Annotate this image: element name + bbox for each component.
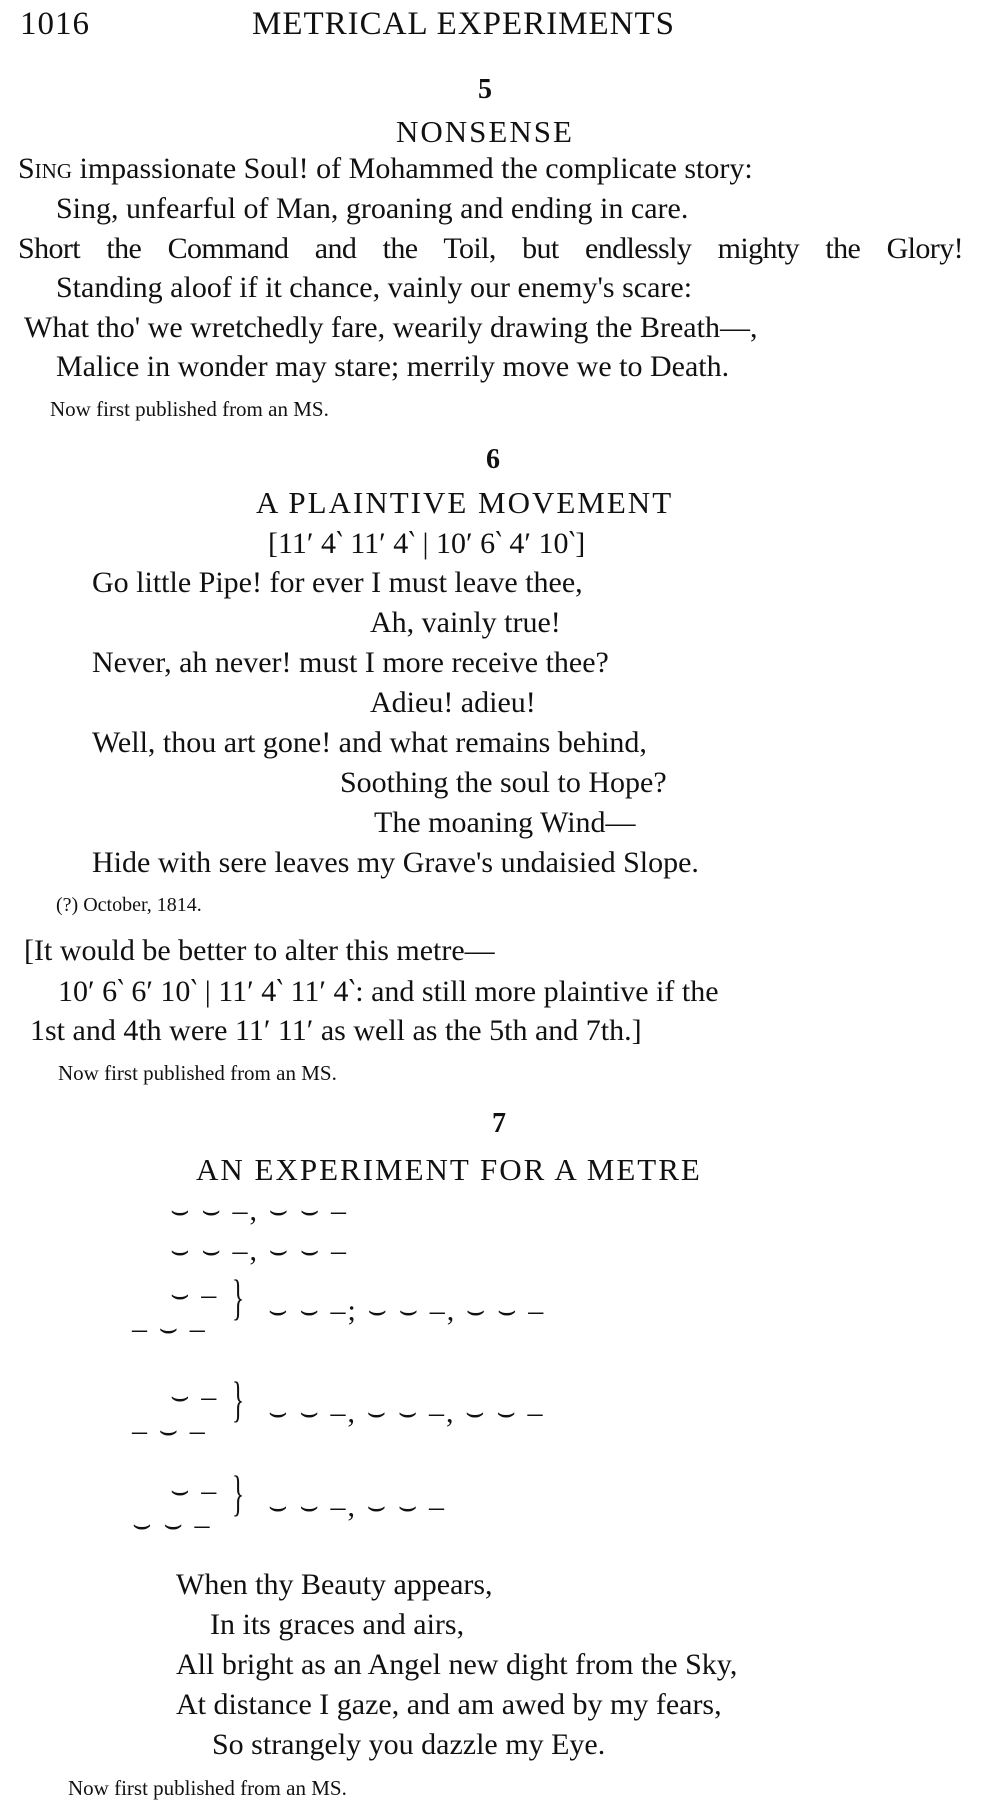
poem7-line-5: So strangely you dazzle my Eye.: [212, 1728, 606, 1761]
poem5-first-word: Sing: [18, 152, 73, 185]
poem6-line-2: Ah, vainly true!: [370, 606, 561, 639]
poem5-line-4: Standing aloof if it chance, vainly our enemy's scare:: [56, 271, 693, 304]
poem7-note: Now first published from an MS.: [68, 1776, 347, 1800]
poem5-line-2: Sing, unfearful of Man, groaning and ending in care.: [56, 192, 689, 225]
poem6-line-3: Never, ah never! must I more receive thee?: [92, 646, 609, 679]
poem7-title: AN EXPERIMENT FOR A METRE: [196, 1152, 702, 1187]
poem6-number: 6: [486, 444, 500, 475]
poem5-line-5: What tho' we wretchedly fare, wearily drawing the Breath—,: [24, 311, 758, 344]
poem7-line-3: All bright as an Angel new dight from the Sky,: [176, 1648, 738, 1681]
scansion-group3-bottom: ⌣ ⌣ –: [132, 1508, 212, 1541]
poem6-note: Now first published from an MS.: [58, 1061, 337, 1085]
poem5-line-6: Malice in wonder may stare; merrily move we to Death.: [56, 350, 730, 383]
poem7-number: 7: [492, 1108, 506, 1139]
scansion-group2-rest: ⌣ ⌣ –, ⌣ ⌣ –, ⌣ ⌣ –: [268, 1396, 545, 1429]
poem6-title: A PLAINTIVE MOVEMENT: [256, 485, 674, 520]
poem5-title: NONSENSE: [396, 114, 574, 149]
poem6-line-1: Go little Pipe! for ever I must leave thee,: [92, 566, 583, 599]
page-number: 1016: [20, 6, 90, 42]
poem6-date: (?) October, 1814.: [56, 894, 202, 916]
scansion-group1-brace: }: [232, 1269, 244, 1325]
poem7-line-1: When thy Beauty appears,: [176, 1568, 493, 1601]
poem5-number: 5: [478, 74, 492, 105]
scansion-line-2: ⌣ ⌣ –, ⌣ ⌣ –: [170, 1234, 348, 1267]
poem5-note: Now first published from an MS.: [50, 397, 329, 421]
scansion-group2-brace: }: [232, 1371, 244, 1427]
poem6-line-7: The moaning Wind—: [374, 806, 636, 839]
poem5-line-1: [18, 152, 963, 186]
scansion-group3-rest: ⌣ ⌣ –, ⌣ ⌣ –: [268, 1490, 446, 1523]
poem6-comment-line-2: 10′ 6‵ 6′ 10‵ | 11′ 4‵ 11′ 4‵: and still more plaintive if the: [58, 975, 719, 1008]
poem7-line-4: At distance I gaze, and am awed by my fears,: [176, 1688, 722, 1721]
scansion-line-1: ⌣ ⌣ –, ⌣ ⌣ –: [170, 1194, 348, 1227]
poem6-line-4: Adieu! adieu!: [370, 686, 536, 719]
poem6-meter: [11′ 4‵ 11′ 4‵ | 10′ 6‵ 4′ 10‵]: [268, 527, 586, 560]
poem6-line-5: Well, thou art gone! and what remains behind,: [92, 726, 647, 759]
running-title: METRICAL EXPERIMENTS: [252, 6, 676, 42]
scansion-group1-rest: ⌣ ⌣ –; ⌣ ⌣ –, ⌣ ⌣ –: [268, 1294, 546, 1327]
poem6-line-6: Soothing the soul to Hope?: [340, 766, 667, 799]
poem5-line-3: Short the Command and the Toil, but endlessly mighty the Glory!: [18, 232, 963, 265]
poem5-line-1-text: impassionate Soul! of Mohammed the complicate story:: [72, 152, 753, 185]
scansion-group1-top: ⌣ –: [170, 1278, 219, 1311]
poem7-line-2: In its graces and airs,: [210, 1608, 465, 1641]
scansion-group2-bottom: – ⌣ –: [132, 1414, 207, 1447]
poem6-comment-line-3: 1st and 4th were 11′ 11′ as well as the 5th and 7th.]: [30, 1014, 642, 1047]
scansion-group3-brace: }: [232, 1465, 244, 1521]
poem6-line-8: Hide with sere leaves my Grave's undaisied Slope.: [92, 846, 699, 879]
scansion-group3-top: ⌣ –: [170, 1474, 219, 1507]
scansion-group2-top: ⌣ –: [170, 1380, 219, 1413]
poem6-comment-line-1: [It would be better to alter this metre—: [24, 934, 495, 967]
scansion-group1-bottom: – ⌣ –: [132, 1312, 207, 1345]
